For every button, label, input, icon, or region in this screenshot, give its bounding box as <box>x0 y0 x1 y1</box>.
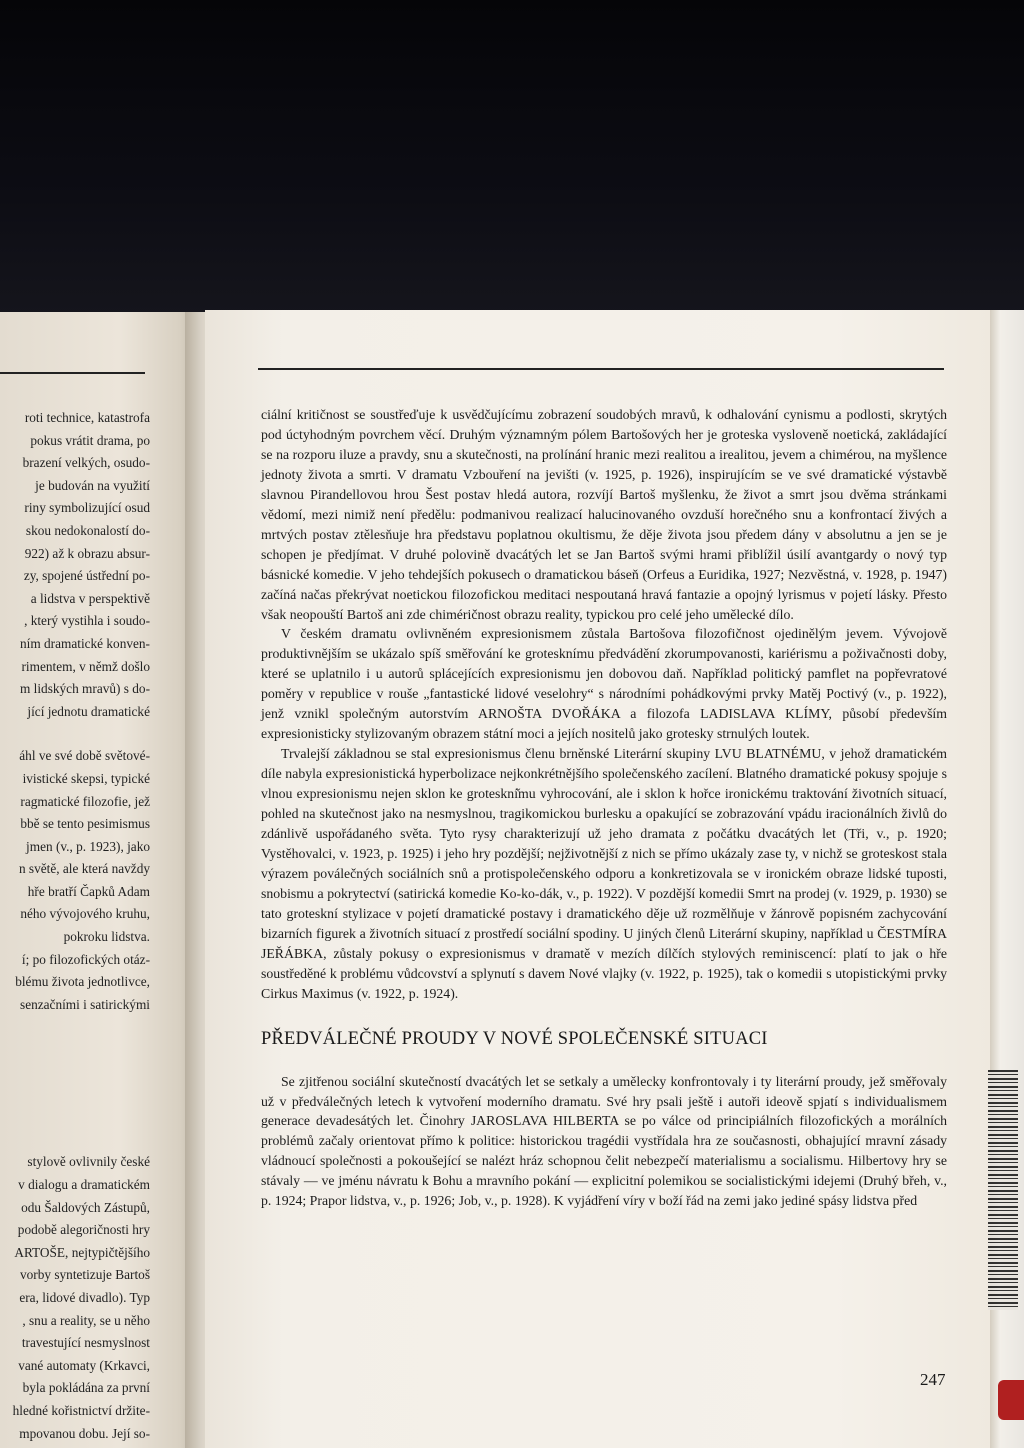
left-page-line: travestující nesmyslnost <box>21 1335 150 1351</box>
left-page-rule <box>0 372 145 374</box>
left-page-line: zy, spojené ústřední po- <box>23 568 150 584</box>
left-page-line: , který vystihla i soudo- <box>24 613 150 629</box>
left-page-text <box>0 407 150 1445</box>
paragraph: Se zjitřenou sociální skutečností dvacátých let se setkaly a umělecky konfrontovaly i ty literární proudy, jež směřovaly už v předválečných letech k vytvoření moderního dramatu. Své hry psali ještě i autoři ideově spjatí s individualismem generace devadesátých let. Činohry JAROSLAVA HILBERTA se po válce od principiálních filozofických a morálních problémů začaly orientovat přímo k politice: historickou tragédii vystřídala hra ze současnosti, obhajující mravní zásady vládnoucí společnosti a pokoušející se nalézt hráz schopnou čelit nebezpečí materialismu a socialismu. Hilbertovy hry se stávaly — ve jménu návratu k Bohu a mravního pokání — explicitní polemikou se socialistickými idejemi (Druhý břeh, v., p. 1924; Prapor lidstva, v., p. 1926; Job, v., p. 1928). K vyjádření víry v boží řád na zemi jako jediné spásy lidstva před <box>261 1073 947 1209</box>
left-page-line: odu Šaldových Zástupů, <box>21 1199 150 1215</box>
left-page-line: áhl ve své době světové- <box>19 748 150 764</box>
left-page-line: stylově ovlivnily české <box>27 1154 150 1170</box>
page-number: 247 <box>920 1370 946 1389</box>
left-page-line: ním dramatické konven- <box>20 635 150 651</box>
left-page-line: riny symbolizující osud <box>24 500 150 516</box>
barcode-strip <box>988 1070 1018 1310</box>
left-page-line: hře bratří Čapků Adam <box>27 883 150 899</box>
left-page-line: n světě, ale která navždy <box>18 861 150 877</box>
left-page-line: skou nedokonalostí do- <box>25 522 150 538</box>
left-page-line: rimentem, v němž došlo <box>21 658 150 674</box>
left-page-line: blému života jednotlivce, <box>15 974 150 990</box>
paragraph: V českém dramatu ovlivněném expresionismem zůstala Bartošova filozofičnost ojedinělým jevem. Vývojově produktivnějším se ukázalo spíš směřování ke grotesknímu předvádění zkorumpovanosti, kariérismu a poživačnosti doby, které se uplatnilo i u autorů splácejících expresionismu jen dobovou daň. Například politický pamflet na popřevratové poměry v republice v rouše „fantastické lidové veselohry“ s národními pohádkovými prvky Matěj Poctivý (v., p. 1922), jenž vznikl společným autorstvím ARNOŠTA DVOŘÁKA a filozofa LADISLAVA KLÍMY, působí především expresionisticky stylizovaným obrazem státní moci a jejích nositelů jako grotesky strnulých loutek. <box>261 626 947 742</box>
left-page-line: ného vývojového kruhu, <box>20 906 150 922</box>
left-page-line: m lidských mravů) s do- <box>20 681 150 697</box>
left-page-line: podobě alegoričnosti hry <box>17 1222 150 1238</box>
left-page-line: í; po filozofických otáz- <box>21 951 150 967</box>
left-page-line: v dialogu a dramatickém <box>18 1177 150 1193</box>
left-page <box>0 312 200 1448</box>
left-page-line: vorby syntetizuje Bartoš <box>20 1267 150 1283</box>
left-page-line: ragmatické filozofie, jež <box>20 793 150 809</box>
left-page-line: bbě se tento pesimismus <box>20 816 150 832</box>
left-page-line: roti technice, katastrofa <box>24 410 150 425</box>
header-rule <box>258 368 944 370</box>
left-page-line: ARTOŠE, nejtypičtějšího <box>14 1244 150 1260</box>
left-page-line: mpovanou dobu. Její so- <box>19 1425 150 1441</box>
left-page-line: a lidstva v perspektivě <box>30 590 150 606</box>
section-heading: PŘEDVÁLEČNÉ PROUDY V NOVÉ SPOLEČENSKÉ SITUACI <box>261 1028 768 1049</box>
left-page-line: ivistické skepsi, typické <box>22 770 150 786</box>
left-page-line: senzačními i satirickými <box>20 996 150 1012</box>
left-page-line: jmen (v., p. 1923), jako <box>26 838 150 854</box>
left-page-line: vané automaty (Krkavci, <box>18 1357 150 1373</box>
left-page-line: era, lidové divadlo). Typ <box>19 1290 150 1305</box>
left-page-line: hledné kořistnictví držite- <box>12 1402 150 1418</box>
left-page-line: , snu a reality, se u něho <box>22 1312 150 1328</box>
left-page-line: jící jednotu dramatické <box>27 703 150 719</box>
left-page-line: byla pokládána za první <box>22 1380 150 1396</box>
left-page-line: brazení velkých, osudo- <box>22 455 150 471</box>
left-page-line: je budován na využití <box>35 477 150 493</box>
left-page-line: 922) až k obrazu absur- <box>24 545 150 561</box>
red-tab-marker <box>998 1380 1024 1420</box>
paragraph: Trvalejší základnou se stal expresionismus členu brněnské Literární skupiny LVU BLATNÉMU, v jehož dramatickém díle nabyla expresionistická hyperbolizace nejkonkrétnějšího společenského zacílení. Blatného dramatické pokusy spojuje s vlnou expresionismu nejen sklon ke groteskní̌mu vyhrocování, ale i sklon k hořce ironickému traktování životních situací, pohled na skutečnost jako na nesmyslnou, tragikomickou burlesku a opakující se zobrazování vpádu iracionálních živlů do zdánlivě uspořádaného světa. Tyto rysy charakterizují už jeho dramata z počátku dvacátých let (Tři, v., p. 1920; Vystěhovalci, v. 1923, p. 1925) i jeho hry pozdější; nejživotnější z nich se přímo ukázaly zase ty, v nichž se groteskost stala výrazem poválečných sociálních snů a protispolečenského odporu a konkretizovala se v ironickém obraze lidské tuposti, snobismu a pokrytectví (satirická komedie Ko-ko-dák, v., p. 1922). V pozdější komedii Smrt na prodej (v. 1929, p. 1930) se tato groteskní stylizace v pojetí dramatické postavy i dramatického děje už rozmělňuje v žánrově popisném zachycování bizarních figurek a životních situací z prostředí sociální spodiny. U jiných členů Literární skupiny, například u ČESTMÍRA JEŘÁBKA, zůstaly pokusy o expresionismus v dramatě v mezích dílčích stylových reminiscencí: platí to jak o hře soustředěné k problému vůdcovství a splynutí s davem Nové vlajky (v. 1922, p. 1925), tak o komedii s utopistickými prvky Cirkus Maximus (v. 1922, p. 1924). <box>261 746 947 1001</box>
paragraph: ciální kritičnost se soustřeďuje k usvědčujícímu zobrazení soudobých mravů, k odhalování cynismu a podlosti, skrytých pod úctyhodným povrchem věcí. Druhým významným pólem Bartošových her je groteska vysloveně noetická, zakládající se na rozporu iluze a pravdy, snu a skutečnosti, na prolínání hranic mezi realitou a irealitou, jevem a chimérou, na myšlence jednoty života a smrti. V dramatu Vzbouření na jevišti (v. 1925, p. 1926), inspirujícím se ve své dramatické výstavbě slavnou Pirandellovou hrou Šest postav hledá autora, rozvíjí Bartoš myšlenku, že život a smrt jsou dvěma stránkami vědomí, mezi nimiž není předělu: podmanivou realizací halucinovaného ovzduší horečného snu a konfrontací živých a mrtvých postav ztělesňuje hra představu poplatnou okultismu, že děje života jsou předem dány v absolutnu a jen se je schopen je předjímat. V druhé polovině dvacátých let se Jan Bartoš svými hrami přiblížil úsilí avantgardy o nový typ básnické komedie. V jeho tehdejších pokusech o dramatickou báseň (Orfeus a Euridika, 1927; Nezvěstná, v. 1928, p. 1947) začíná načas překrývat noetickou filozofickou meditaci nespoutaná hravá fantazie a opojný lyrismus v pojetí lásky. Přesto však neopouští Bartoš ani zde chiméričnost obrazu reality, typickou pro celé jeho umělecké dílo. <box>261 407 947 622</box>
left-page-line: pokroku lidstva. <box>63 929 150 945</box>
left-page-line: pokus vrátit drama, po <box>30 432 150 448</box>
dark-background <box>0 0 1024 330</box>
page-content <box>261 405 947 1211</box>
